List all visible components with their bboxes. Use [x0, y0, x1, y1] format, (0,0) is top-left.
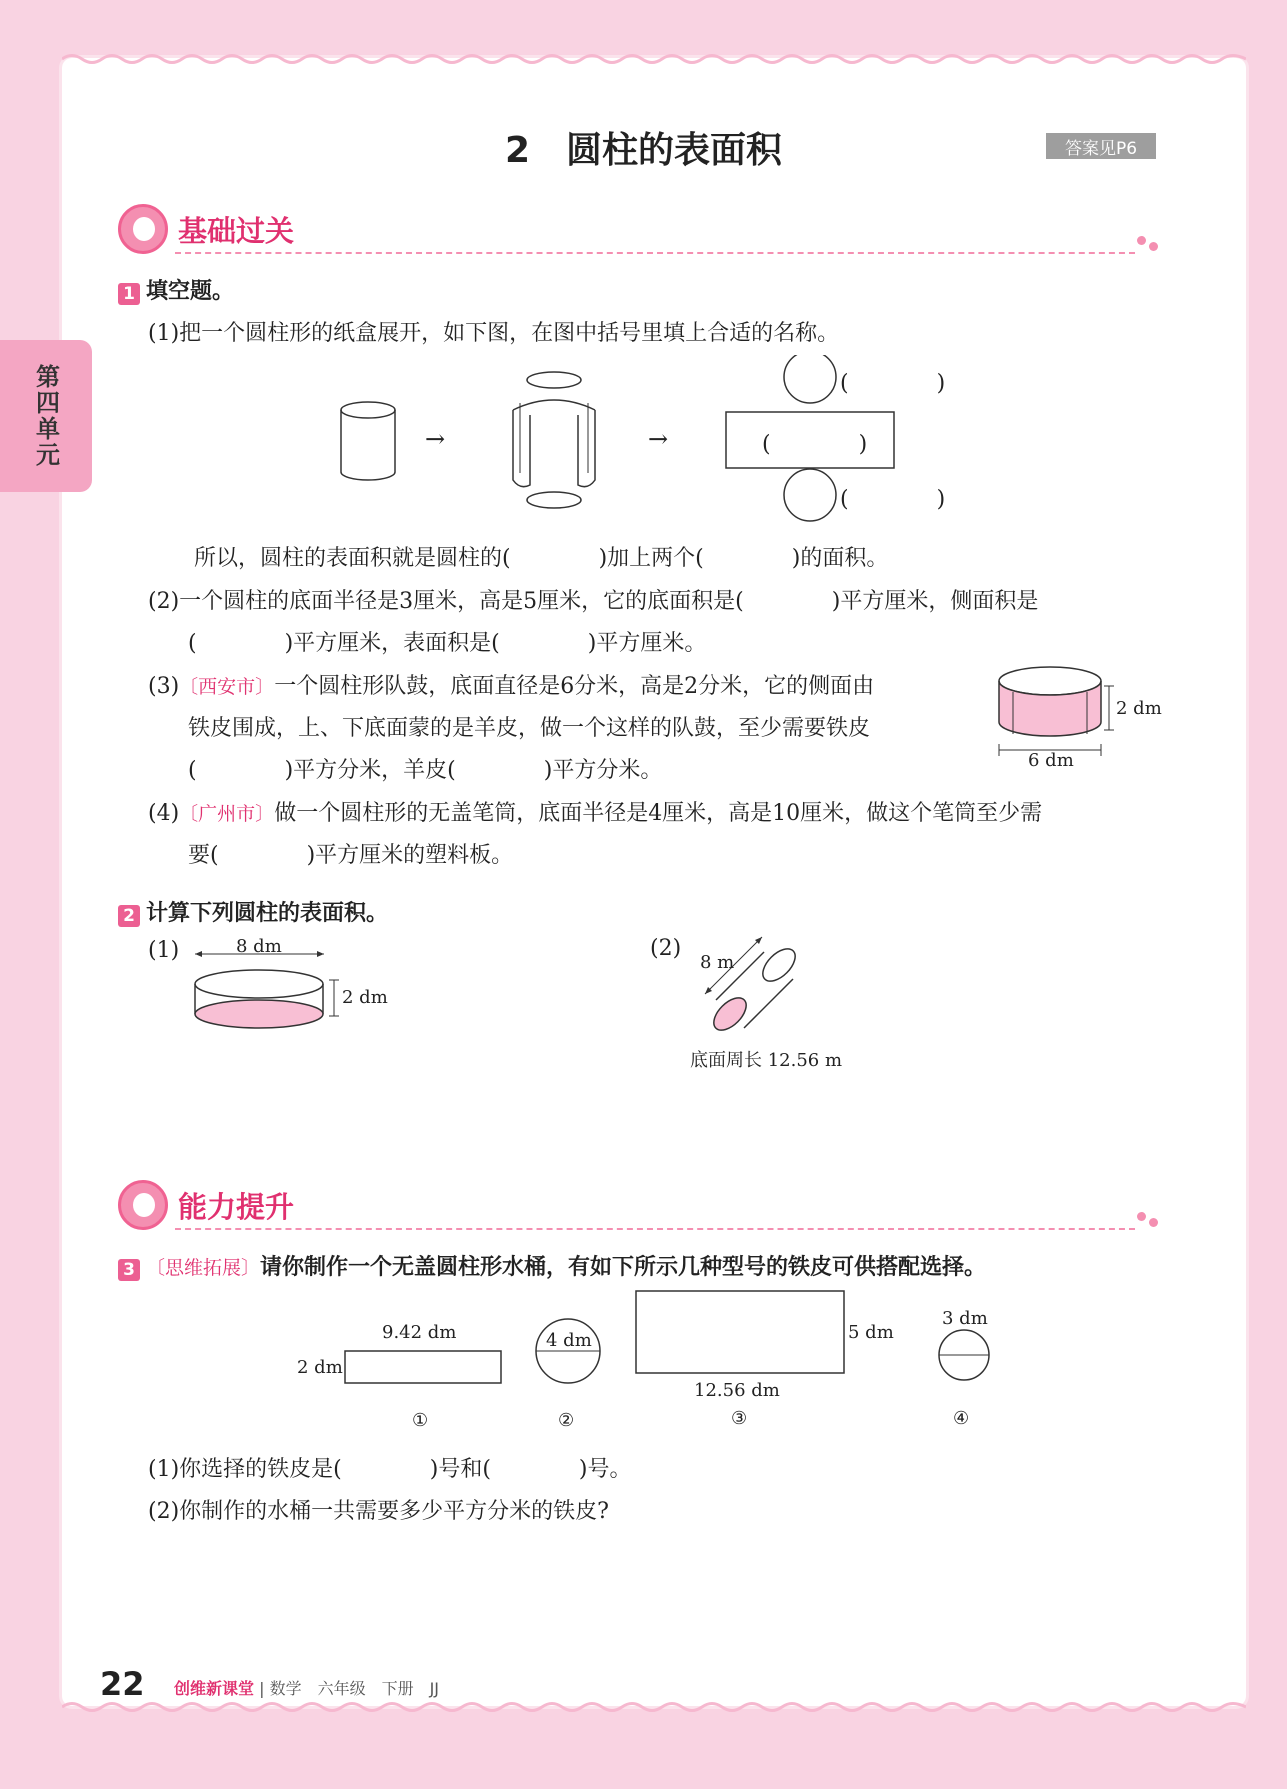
part-text: 一个圆柱形队鼓，底面直径是6分米，高是2分米，它的侧面由 — [274, 674, 875, 699]
sheet-1-number: ① — [412, 1410, 429, 1431]
footer-brand: 创维新课堂 — [174, 1679, 255, 1698]
sheet-4-number: ④ — [953, 1408, 970, 1429]
arrow-icon: → — [648, 425, 669, 453]
closed-cylinder — [341, 402, 395, 480]
sheet-2-number: ② — [558, 1410, 575, 1431]
sheet-1-width: 9.42 dm — [382, 1322, 457, 1343]
footer-info — [174, 1676, 439, 1699]
section-header-advanced — [118, 1180, 294, 1230]
sheet-3-number: ③ — [731, 1408, 748, 1429]
question-number: 1 — [118, 283, 140, 305]
page-title: 2 圆柱的表面积 — [504, 130, 783, 171]
q2-fig1-height: 2 dm — [342, 987, 388, 1008]
answer-reference-badge: 答案见P6 — [1046, 133, 1156, 159]
q3-sub2: (2)你制作的水桶一共需要多少平方分米的铁皮? — [148, 1499, 609, 1524]
drum-height-arrow — [1103, 684, 1115, 732]
section-title-advanced: 能力提升 — [178, 1189, 295, 1224]
q2-fig1-diameter: 8 dm — [236, 936, 282, 957]
q1-part3-line2: 铁皮围成，上、下底面蒙的是羊皮，做一个这样的队鼓，至少需要铁皮 — [188, 716, 871, 741]
footer-book-info: | 数学 六年级 下册 JJ — [259, 1679, 440, 1698]
question-title: 请你制作一个无盖圆柱形水桶，有如下所示几种型号的铁皮可供搭配选择。 — [260, 1255, 987, 1280]
q1-conclusion-text: 所以，圆柱的表面积就是圆柱的( )加上两个( )的面积。 — [194, 546, 889, 571]
drum-figure — [995, 664, 1105, 764]
q1-part2-line2: ( )平方厘米，表面积是( )平方厘米。 — [188, 631, 707, 656]
q1-part4-line1 — [148, 796, 1042, 827]
wavy-border-top — [62, 52, 1246, 66]
q2-fig2-length: 8 m — [700, 952, 735, 973]
unit-side-tab-label: 第四单元 — [31, 364, 60, 468]
sheet-4-diameter: 3 dm — [942, 1308, 988, 1329]
opening-cylinder — [513, 372, 595, 508]
page-number: 22 — [100, 1665, 145, 1703]
wavy-border-bottom — [62, 1700, 1246, 1714]
sheet-3-rect — [636, 1291, 844, 1373]
decor-dot — [1137, 236, 1146, 245]
q1-part3-line3: ( )平方分米，羊皮( )平方分米。 — [188, 758, 663, 783]
section-title-basic: 基础过关 — [178, 213, 295, 248]
part-number: (3) — [148, 674, 180, 699]
q2-cylinder-1 — [192, 950, 352, 1034]
q3-sub1: (1)你选择的铁皮是( )号和( )号。 — [148, 1457, 632, 1482]
q1-part4-line2: 要( )平方厘米的塑料板。 — [188, 843, 514, 868]
arrow-icon: → — [425, 425, 446, 453]
drum-diameter-label: 6 dm — [1028, 750, 1074, 771]
sheet-2-diameter: 4 dm — [546, 1330, 592, 1351]
decor-dot — [1149, 242, 1158, 251]
question-3-header — [118, 1250, 986, 1281]
question-2-header — [118, 896, 388, 927]
decor-dot — [1149, 1218, 1158, 1227]
question-number: 3 — [118, 1259, 140, 1281]
q2-fig2-label: (2) — [650, 936, 682, 961]
region-tag: 〔西安市〕 — [179, 676, 275, 698]
topic-tag: 〔思维拓展〕 — [146, 1257, 261, 1279]
cartoon-avatar-icon — [118, 204, 168, 254]
q2-fig1-label: (1) — [148, 938, 180, 963]
sheet-3-height: 5 dm — [848, 1322, 894, 1343]
section-divider — [175, 252, 1135, 254]
question-1-header — [118, 274, 234, 305]
question-number: 2 — [118, 905, 140, 927]
q2-fig2-caption: 底面周长 12.56 m — [690, 1050, 843, 1071]
part-text: 做一个圆柱形的无盖笔筒，底面半径是4厘米，高是10厘米，做这个笔筒至少需 — [274, 801, 1043, 826]
sheet-3-width: 12.56 dm — [694, 1380, 780, 1401]
sheet-1-rect — [345, 1351, 501, 1383]
blank-bottom-base: ( ) — [840, 487, 946, 512]
unit-side-tab — [0, 340, 92, 492]
q1-part3-line1 — [148, 669, 874, 700]
q1-part2-line1: (2)一个圆柱的底面半径是3厘米，高是5厘米，它的底面积是( )平方厘米，侧面积是 — [148, 589, 1039, 614]
question-title: 填空题。 — [146, 279, 235, 304]
part-number: (4) — [148, 801, 180, 826]
region-tag: 〔广州市〕 — [179, 803, 275, 825]
blank-top-base: ( ) — [840, 371, 946, 396]
sheet-1-height: 2 dm — [297, 1357, 343, 1378]
q1-part1-text: (1)把一个圆柱形的纸盒展开，如下图，在图中括号里填上合适的名称。 — [148, 321, 840, 346]
decor-dot — [1137, 1212, 1146, 1221]
drum-height-label: 2 dm — [1116, 698, 1162, 719]
blank-lateral-face: ( ) — [762, 432, 868, 457]
cartoon-avatar-icon — [118, 1180, 168, 1230]
section-header-basic — [118, 204, 294, 254]
section-divider — [175, 1228, 1135, 1230]
question-title: 计算下列圆柱的表面积。 — [146, 901, 389, 926]
